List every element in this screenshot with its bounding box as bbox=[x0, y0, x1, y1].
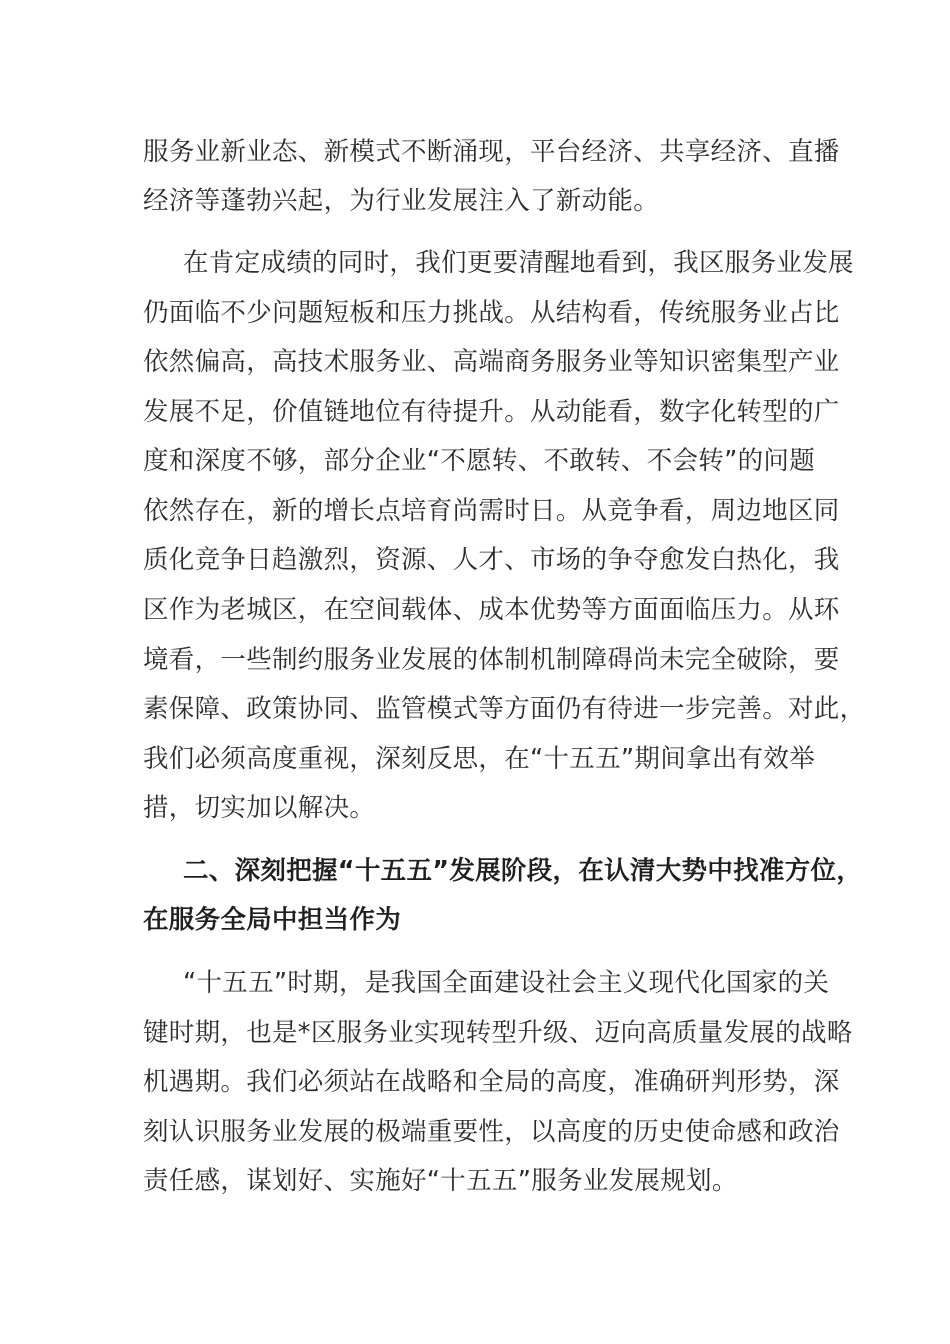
paragraph-line: 度和深度不够，部分企业“不愿转、不敢转、不会转”的问题 bbox=[143, 446, 816, 476]
paragraph-line: 依然偏高，高技术服务业、高端商务服务业等知识密集型产业 bbox=[143, 347, 840, 377]
paragraph-line: 服务业新业态、新模式不断涌现，平台经济、共享经济、直播 bbox=[143, 137, 840, 167]
paragraph-line: “十五五”时期，是我国全面建设社会主义现代化国家的关 bbox=[183, 968, 830, 998]
paragraph-line: 在肯定成绩的同时，我们更要清醒地看到，我区服务业发展 bbox=[183, 248, 854, 278]
paragraph-line: 键时期，也是*区服务业实现转型升级、迈向高质量发展的战略 bbox=[143, 1018, 853, 1048]
paragraph-line: 依然存在，新的增长点培育尚需时日。从竞争看，周边地区同 bbox=[143, 496, 840, 526]
paragraph-line: 责任感，谋划好、实施好“十五五”服务业发展规划。 bbox=[143, 1166, 738, 1196]
section-heading: 二、深刻把握“十五五”发展阶段，在认清大势中找准方位， bbox=[183, 856, 863, 886]
paragraph-line: 机遇期。我们必须站在战略和全局的高度，准确研判形势，深 bbox=[143, 1067, 840, 1097]
paragraph-line: 我们必须高度重视，深刻反思，在“十五五”期间拿出有效举 bbox=[143, 744, 816, 774]
paragraph-line: 区作为老城区，在空间载体、成本优势等方面面临压力。从环 bbox=[143, 595, 840, 625]
paragraph-line: 经济等蓬勃兴起，为行业发展注入了新动能。 bbox=[143, 186, 660, 216]
paragraph-line: 素保障、政策协同、监管模式等方面仍有待进一步完善。对此， bbox=[143, 694, 866, 724]
paragraph-line: 发展不足，价值链地位有待提升。从动能看，数字化转型的广 bbox=[143, 397, 840, 427]
paragraph-line: 刻认识服务业发展的极端重要性，以高度的历史使命感和政治 bbox=[143, 1117, 840, 1147]
paragraph-line: 措，切实加以解决。 bbox=[143, 793, 376, 823]
paragraph-line: 境看，一些制约服务业发展的体制机制障碍尚未完全破除，要 bbox=[143, 645, 840, 675]
paragraph-line: 仍面临不少问题短板和压力挑战。从结构看，传统服务业占比 bbox=[143, 298, 840, 328]
paragraph-line: 质化竞争日趋激烈，资源、人才、市场的争夺愈发白热化，我 bbox=[143, 545, 840, 575]
section-heading: 在服务全局中担当作为 bbox=[143, 905, 402, 935]
